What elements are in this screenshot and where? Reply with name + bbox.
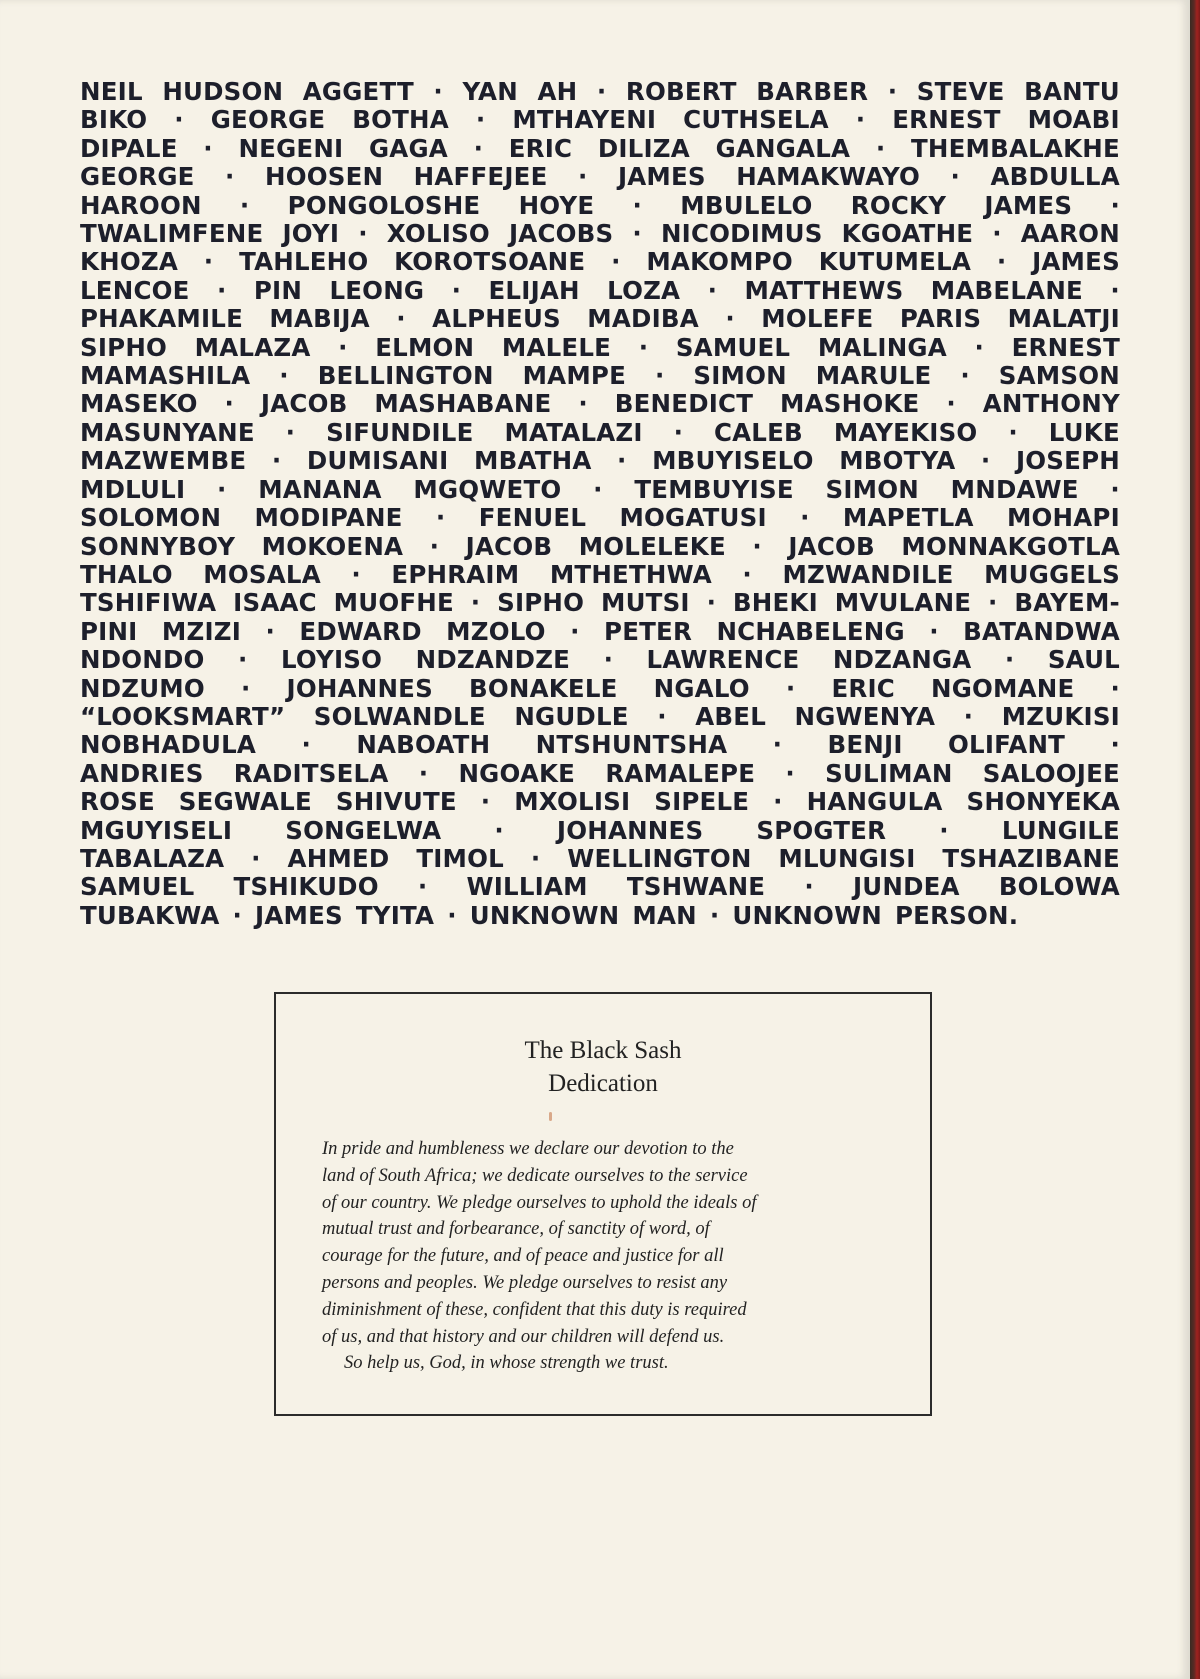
names-line: GEORGE · HOOSEN HAFFEJEE · JAMES HAMAKWAYO · ABDULLA [80,162,1120,192]
names-line: TABALAZA · AHMED TIMOL · WELLINGTON MLUNGISI TSHAZIBANE [80,843,1120,873]
dedication-line: So help us, God, in whose strength we trust. [344,1353,669,1374]
names-line: MASUNYANE · SIFUNDILE MATALAZI · CALEB MAYEKISO · LUKE [80,417,1120,447]
names-line: NDZUMO · JOHANNES BONAKELE NGALO · ERIC NGOMANE · [80,673,1120,703]
names-line: PINI MZIZI · EDWARD MZOLO · PETER NCHABELENG · BATANDWA [80,616,1120,646]
dedication-line: mutual trust and forbearance, of sanctity of word, of [322,1219,710,1240]
dedication-line: of us, and that history and our children will defend us. [322,1326,725,1347]
names-line: SOLOMON MODIPANE · FENUEL MOGATUSI · MAPETLA MOHAPI [80,503,1120,533]
names-line: NDONDO · LOYISO NDZANDZE · LAWRENCE NDZANGA · SAUL [80,645,1120,675]
names-line: PHAKAMILE MABIJA · ALPHEUS MADIBA · MOLEFE PARIS MALATJI [80,304,1120,334]
names-line: MASEKO · JACOB MASHABANE · BENEDICT MASHOKE · ANTHONY [80,389,1120,419]
names-line: NOBHADULA · NABOATH NTSHUNTSHA · BENJI OLIFANT · [80,730,1120,760]
names-line: SIPHO MALAZA · ELMON MALELE · SAMUEL MALINGA · ERNEST [80,332,1120,362]
names-line: KHOZA · TAHLEHO KOROTSOANE · MAKOMPO KUTUMELA · JAMES [80,247,1120,277]
dedication-title-line: The Black Sash [524,1037,682,1064]
names-line: ROSE SEGWALE SHIVUTE · MXOLISI SIPELE · HANGULA SHONYEKA [80,787,1120,817]
dedication-line: diminishment of these, confident that this duty is required [322,1299,747,1320]
dedication-line: of our country. We pledge ourselves to uphold the ideals of [322,1192,757,1213]
dedication-text [322,1136,902,1377]
dedication-line: land of South Africa; we dedicate ourselves to the service [322,1165,748,1186]
names-line: MDLULI · MANANA MGQWETO · TEMBUYISE SIMON MNDAWE · [80,474,1120,504]
names-line: BIKO · GEORGE BOTHA · MTHAYENI CUTHSELA · ERNEST MOABI [80,105,1120,135]
names-line: MGUYISELI SONGELWA · JOHANNES SPOGTER · LUNGILE [80,815,1120,845]
names-line: NEIL HUDSON AGGETT · YAN AH · ROBERT BARBER · STEVE BANTU [80,77,1120,106]
names-line: THALO MOSALA · EPHRAIM MTHETHWA · MZWANDILE MUGGELS [80,559,1120,589]
dedication-line: courage for the future, and of peace and justice for all [322,1246,724,1267]
names-line: TSHIFIWA ISAAC MUOFHE · SIPHO MUTSI · BHEKI MVULANE · BAYEM- [80,588,1120,618]
names-line: SONNYBOY MOKOENA · JACOB MOLELEKE · JACOB MONNAKGOTLA [80,531,1120,561]
dedication-box [274,992,932,1416]
names-line: TWALIMFENE JOYI · XOLISO JACOBS · NICODIMUS KGOATHE · AARON [80,219,1120,249]
names-line: MAZWEMBE · DUMISANI MBATHA · MBUYISELO MBOTYA · JOSEPH [80,446,1120,476]
names-line: “LOOKSMART” SOLWANDLE NGUDLE · ABEL NGWENYA · MZUKISI [80,701,1120,731]
dedication-line: In pride and humbleness we declare our devotion to the [322,1139,734,1159]
ink-mark [549,1112,552,1121]
names-line: TUBAKWA · JAMES TYITA · UNKNOWN MAN · UNKNOWN PERSON. [80,900,1019,930]
names-line: SAMUEL TSHIKUDO · WILLIAM TSHWANE · JUNDEA BOLOWA [80,872,1120,902]
page-edge [1190,0,1200,1679]
names-line: LENCOE · PIN LEONG · ELIJAH LOZA · MATTHEWS MABELANE · [80,275,1120,305]
names-list [80,78,1120,930]
names-line: ANDRIES RADITSELA · NGOAKE RAMALEPE · SULIMAN SALOOJEE [80,758,1120,788]
dedication-title [276,1034,930,1100]
names-line: HAROON · PONGOLOSHE HOYE · MBULELO ROCKY JAMES · [80,190,1120,220]
dedication-title-line: Dedication [548,1070,658,1097]
names-line: MAMASHILA · BELLINGTON MAMPE · SIMON MARULE · SAMSON [80,361,1120,391]
names-line: DIPALE · NEGENI GAGA · ERIC DILIZA GANGALA · THEMBALAKHE [80,133,1120,163]
dedication-line: persons and peoples. We pledge ourselves to resist any [322,1272,728,1293]
